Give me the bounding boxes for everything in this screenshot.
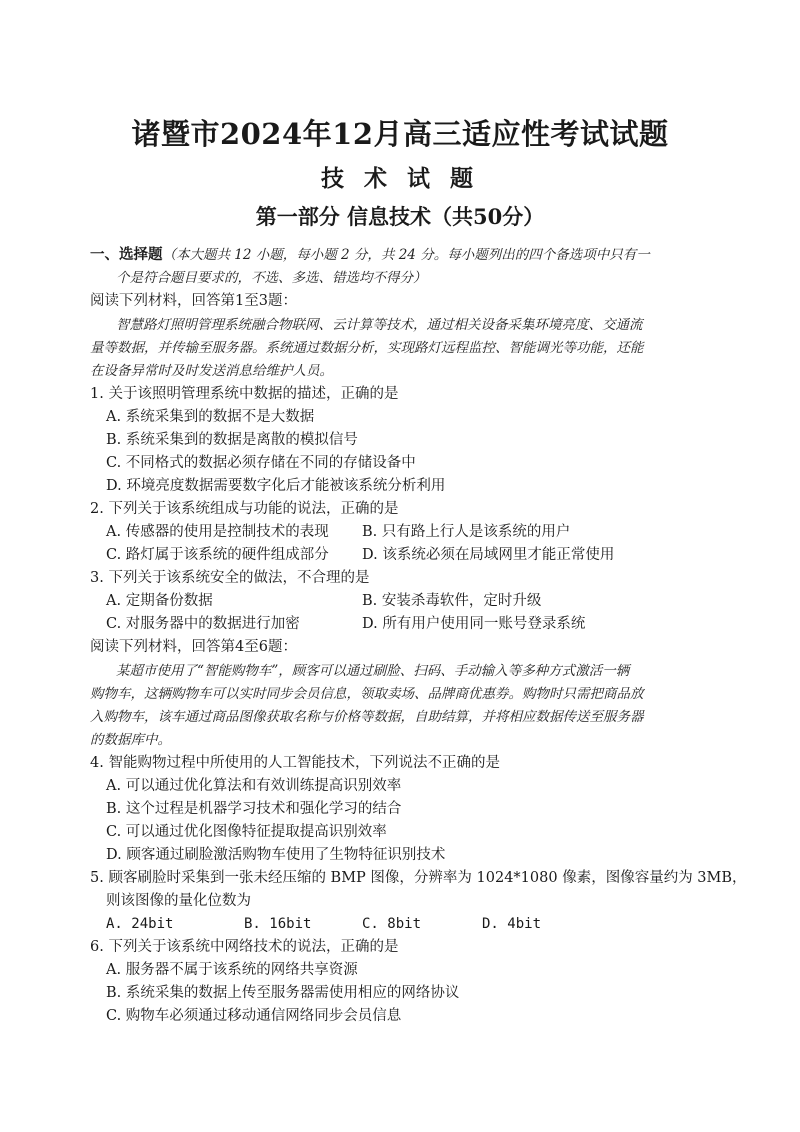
material-2-line: 的数据库中。 (90, 732, 171, 748)
section-heading: 一、选择题 (90, 246, 163, 263)
question-1-option-a: A. 系统采集到的数据不是大数据 (106, 409, 315, 425)
question-4-option-c: C. 可以通过优化图像特征提取提高识别效率 (106, 824, 387, 840)
question-3-option-c: C. 对服务器中的数据进行加密 (106, 616, 300, 632)
material-1-line: 智慧路灯照明管理系统融合物联网、云计算等技术，通过相关设备采集环境亮度、交通流 (116, 317, 643, 333)
question-1-option-b: B. 系统采集到的数据是离散的模拟信号 (106, 432, 358, 448)
part-title: 第一部分 信息技术（共50分） (255, 204, 545, 229)
instructions-line-2: 个是符合题目要求的，不选、多选、错选均不得分） (116, 270, 427, 286)
question-2-option-d: D. 该系统必须在局域网里才能正常使用 (362, 547, 615, 563)
exam-main-title: 诸暨市2024年12月高三适应性考试试题 (131, 117, 669, 151)
subject-title: 技 术 试 题 (320, 165, 480, 192)
question-4-option-d: D. 顾客通过刷脸激活购物车使用了生物特征识别技术 (106, 847, 446, 863)
question-6-option-b: B. 系统采集的数据上传至服务器需使用相应的网络协议 (106, 985, 460, 1001)
material-1-intro: 阅读下列材料，回答第1至3题： (90, 293, 297, 309)
question-5-option-d: D. 4bit (482, 916, 542, 932)
question-2-option-c: C. 路灯属于该系统的硬件组成部分 (106, 547, 329, 563)
question-3-option-b: B. 安装杀毒软件，定时升级 (362, 593, 542, 609)
question-4-option-b: B. 这个过程是机器学习技术和强化学习的结合 (106, 801, 402, 817)
material-2-line: 入购物车，该车通过商品图像获取名称与价格等数据，自助结算，并将相应数据传送至服务器 (90, 709, 644, 725)
question-2-option-a: A. 传感器的使用是控制技术的表现 (106, 524, 329, 540)
instructions-line-1: （本大题共 12 小题，每小题 2 分，共 24 分。每小题列出的四个备选项中只有一 (162, 247, 650, 263)
question-2-option-b: B. 只有路上行人是该系统的用户 (362, 524, 571, 540)
question-6-stem: 6. 下列关于该系统中网络技术的说法，正确的是 (90, 939, 399, 955)
question-5-option-c: C. 8bit (362, 916, 422, 932)
material-1-line: 量等数据，并传输至服务器。系统通过数据分析，实现路灯远程监控、智能调光等功能，还能 (90, 340, 644, 356)
question-5-option-a: A. 24bit (106, 916, 174, 932)
question-4-option-a: A. 可以通过优化算法和有效训练提高识别效率 (106, 778, 402, 794)
question-5-stem-continued: 则该图像的量化位数为 (106, 893, 251, 909)
question-1-option-c: C. 不同格式的数据必须存储在不同的存储设备中 (106, 455, 416, 471)
question-5-stem: 5. 顾客刷脸时采集到一张未经压缩的 BMP 图像，分辨率为 1024*1080 像素，图像容量约为 3MB， (90, 870, 747, 886)
material-2-line: 某超市使用了“智能购物车”，顾客可以通过刷脸、扫码、手动输入等多种方式激活一辆 (116, 663, 630, 679)
question-3-option-d: D. 所有用户使用同一账号登录系统 (362, 616, 586, 632)
section-instructions (90, 245, 650, 265)
question-3-stem: 3. 下列关于该系统安全的做法，不合理的是 (90, 570, 370, 586)
question-3-option-a: A. 定期备份数据 (106, 593, 213, 609)
material-2-intro: 阅读下列材料，回答第4至6题： (90, 639, 297, 655)
question-6-option-c: C. 购物车必须通过移动通信网络同步会员信息 (106, 1008, 402, 1024)
question-5-option-b: B. 16bit (244, 916, 312, 932)
question-2-stem: 2. 下列关于该系统组成与功能的说法，正确的是 (90, 501, 399, 517)
question-6-option-a: A. 服务器不属于该系统的网络共享资源 (106, 962, 358, 978)
question-1-option-d: D. 环境亮度数据需要数字化后才能被该系统分析利用 (106, 478, 446, 494)
material-2-line: 购物车，这辆购物车可以实时同步会员信息，领取卖场、品牌商优惠券。购物时只需把商品放 (90, 686, 644, 702)
material-1-line: 在设备异常时及时发送消息给维护人员。 (90, 363, 333, 379)
question-4-stem: 4. 智能购物过程中所使用的人工智能技术，下列说法不正确的是 (90, 755, 500, 771)
question-1-stem: 1. 关于该照明管理系统中数据的描述，正确的是 (90, 386, 399, 402)
